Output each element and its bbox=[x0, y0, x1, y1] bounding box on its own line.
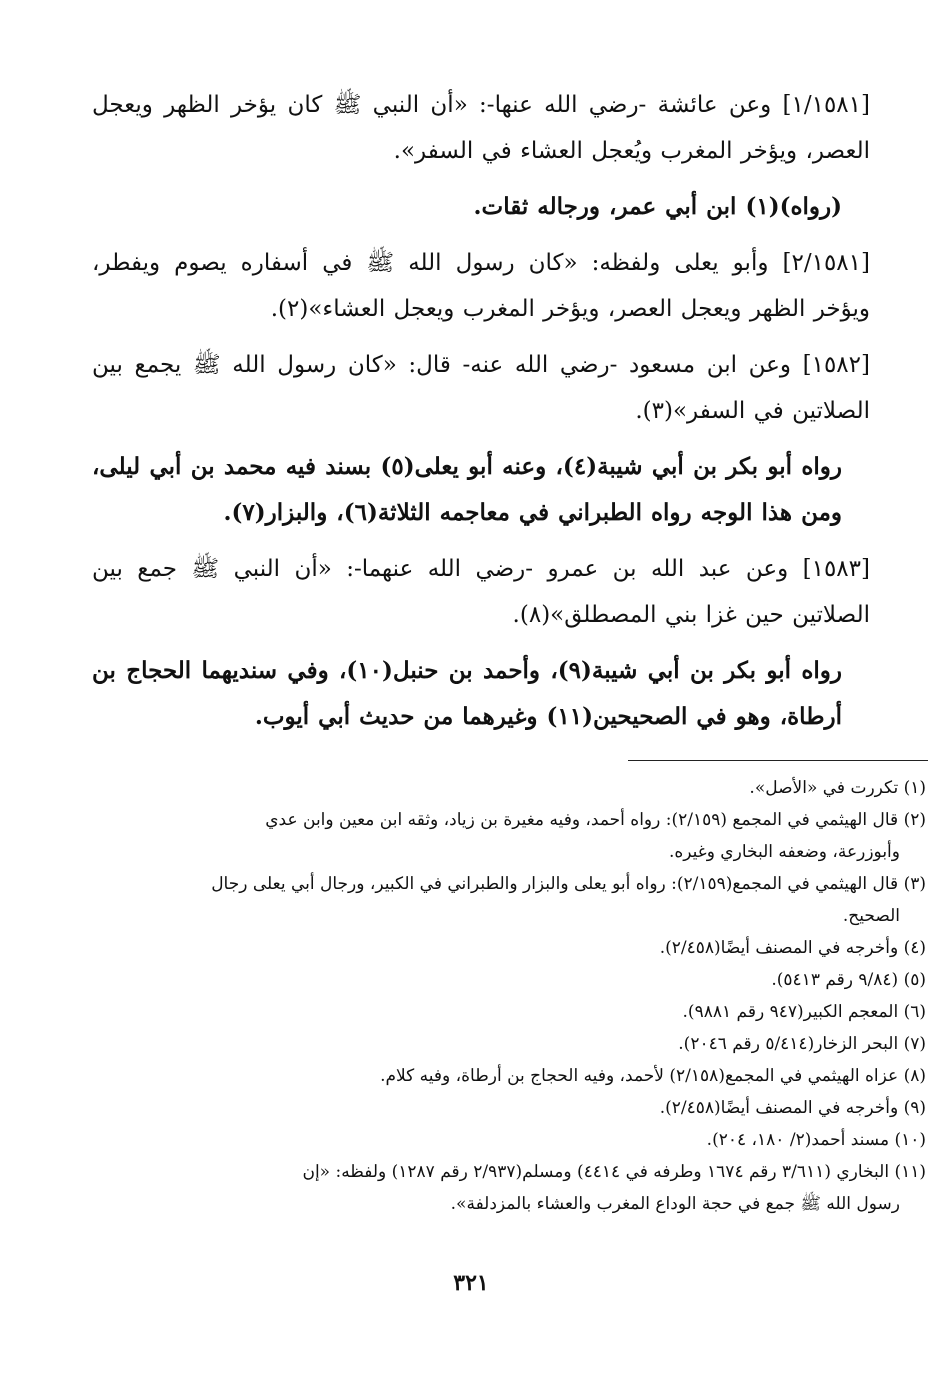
page-number: ٣٢١ bbox=[453, 1270, 489, 1296]
footnote-7 bbox=[166, 1028, 926, 1060]
footnote-text: (٧) البحر الزخار(٥/٤١٤ رقم ٢٠٤٦). bbox=[678, 1034, 926, 1054]
hadith-1582: [١٥٨٢] وعن ابن مسعود -رضي الله عنه- قال: «كان رسول الله ﷺ يجمع بين الصلاتين في السفر»(٣). bbox=[92, 352, 870, 424]
hadith-1583: [١٥٨٣] وعن عبد الله بن عمرو -رضي الله عنهما-: «أن النبي ﷺ جمع بين الصلاتين حين غزا بني المصطلق»(٨). bbox=[92, 556, 870, 628]
footnote-text: (١١) البخاري (٣/٦١١ رقم ١٦٧٤ وطرفه في ٤٤١٤) ومسلم(٢/٩٣٧ رقم ١٢٨٧) ولفظه: «إن bbox=[302, 1162, 926, 1182]
footnote-text: (٤) وأخرجه في المصنف أيضًا(٢/٤٥٨). bbox=[659, 938, 926, 958]
footnote-continuation: وأبوزرعة، وضعفه البخاري وغيره. bbox=[668, 842, 900, 862]
hadith-1581-1: [١/١٥٨١] وعن عائشة -رضي الله عنها-: «أن النبي ﷺ كان يؤخر الظهر ويعجل العصر، ويؤخر المغرب ويُعجل العشاء في السفر». bbox=[92, 92, 870, 164]
footnote-8 bbox=[166, 1060, 926, 1092]
footnote-text: (٦) المعجم الكبير(٩٤٧ رقم ٩٨٨١). bbox=[682, 1002, 926, 1022]
footnote-separator bbox=[628, 760, 928, 761]
footnote-text: (٣) قال الهيثمي في المجمع(٢/١٥٩): رواه أبو يعلى والبزار والطبراني في الكبير، ورجال أبي يعلى رجال bbox=[211, 874, 926, 894]
hadith-1581-1-narration: (رواه)(١) ابن أبي عمر، ورجاله ثقات. bbox=[473, 193, 842, 220]
hadith-1581-2: [٢/١٥٨١] وأبو يعلى ولفظه: «كان رسول الله ﷺ في أسفاره يصوم ويفطر، ويؤخر الظهر ويعجل العصر، ويؤخر المغرب ويعجل العشاء»(٢). bbox=[92, 250, 870, 322]
footnote-text: (١٠) مسند أحمد(٢/ ١٨٠، ٢٠٤). bbox=[706, 1130, 926, 1150]
footnote-1 bbox=[166, 772, 926, 804]
footnote-text: (٨) عزاه الهيثمي في المجمع(٢/١٥٨) لأحمد، وفيه الحجاج بن أرطاة، وفيه كلام. bbox=[380, 1066, 926, 1086]
footnote-11 bbox=[166, 1156, 926, 1220]
main-text bbox=[92, 82, 870, 750]
footnote-2 bbox=[166, 804, 926, 868]
footnote-text: (١) تكررت في «الأصل». bbox=[749, 778, 926, 798]
footnote-text: (٢) قال الهيثمي في المجمع (٢/١٥٩): رواه أحمد، وفيه مغيرة بن زياد، وثقه ابن معين وابن عدي bbox=[265, 810, 926, 830]
footnote-5 bbox=[166, 964, 926, 996]
footnotes bbox=[166, 772, 926, 1220]
footnote-continuation: الصحيح. bbox=[842, 906, 900, 926]
footnote-text: (٩) وأخرجه في المصنف أيضًا(٢/٤٥٨). bbox=[659, 1098, 926, 1118]
footnote-3 bbox=[166, 868, 926, 932]
hadith-1582-narration: رواه أبو بكر بن أبي شيبة(٤)، وعنه أبو يعلى(٥) بسند فيه محمد بن أبي ليلى، ومن هذا الوجه رواه الطبراني في معاجمه الثلاثة(٦)، والبزار(٧). bbox=[92, 453, 842, 526]
footnote-6 bbox=[166, 996, 926, 1028]
footnote-continuation: رسول الله ﷺ جمع في حجة الوداع المغرب والعشاء بالمزدلفة». bbox=[450, 1194, 900, 1214]
footnote-10 bbox=[166, 1124, 926, 1156]
hadith-1583-narration: رواه أبو بكر بن أبي شيبة(٩)، وأحمد بن حنبل(١٠)، وفي سنديهما الحجاج بن أرطاة، وهو في الصحيحين(١١) وغيرهما من حديث أبي أيوب. bbox=[92, 657, 842, 730]
footnote-text: (٥) (٩/٨٤ رقم ٥٤١٣). bbox=[771, 970, 926, 990]
footnote-9 bbox=[166, 1092, 926, 1124]
footnote-4 bbox=[166, 932, 926, 964]
